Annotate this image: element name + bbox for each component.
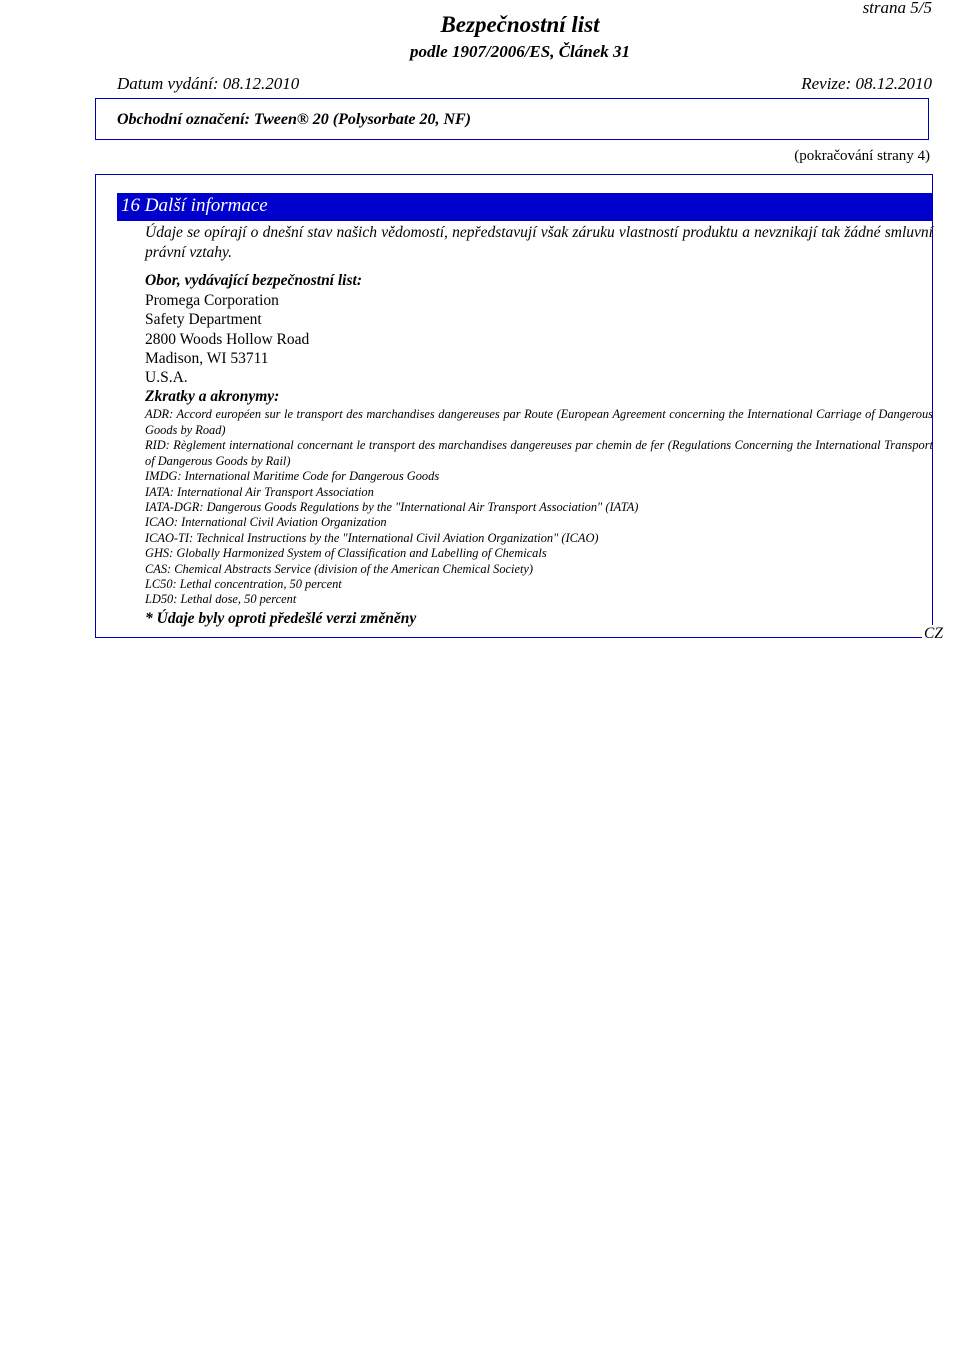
abbreviation-item: ICAO-TI: Technical Instructions by the "International Civil Aviation Organization" (ICAO)	[145, 530, 599, 545]
document-title: Bezpečnostní list	[440, 12, 600, 37]
document-subtitle: podle 1907/2006/ES, Článek 31	[409, 42, 631, 61]
abbreviation-item: IMDG: International Maritime Code for Dangerous Goods	[145, 469, 440, 484]
section-16-box	[95, 174, 933, 638]
continued-from: (pokračování strany 4)	[794, 148, 930, 164]
abbreviation-item: CAS: Chemical Abstracts Service (division of the American Chemical Society)	[145, 561, 534, 576]
issuer-line: Promega Corporation	[145, 292, 279, 309]
section-content	[145, 223, 933, 629]
section-header	[117, 193, 932, 221]
issuer-line: Madison, WI 53711	[145, 349, 269, 367]
abbreviation-item: LC50: Lethal concentration, 50 percent	[145, 576, 342, 591]
issuer-heading: Obor, vydávající bezpečnostní list:	[145, 272, 362, 289]
issuer-line: Safety Department	[145, 311, 262, 329]
trade-name: Obchodní označení: Tween® 20 (Polysorbate 20, NF)	[117, 111, 472, 128]
section-title: 16 Další informace	[121, 195, 268, 216]
issuer-line: 2800 Woods Hollow Road	[145, 330, 310, 348]
language-code: CZ	[924, 625, 943, 642]
abbreviation-item: RID: Règlement international concernant le transport des marchandises dangereuses par chemin de fer (Regulations Concerning the International Transport of Dangerous Goods by Rail)	[145, 438, 933, 468]
trade-name-box	[95, 98, 929, 140]
abbreviation-item: IATA-DGR: Dangerous Goods Regulations by the "International Air Transport Association" (IATA)	[145, 499, 639, 514]
changed-note: * Údaje byly oproti předešlé verzi změněny	[145, 609, 417, 627]
page-number: strana 5/5	[862, 0, 932, 17]
abbreviation-item: ADR: Accord européen sur le transport des marchandises dangereuses par Route (European Agreement concerning the International Carriage of Dangerous Goods by Road)	[145, 407, 933, 437]
abbreviation-item: GHS: Globally Harmonized System of Classification and Labelling of Chemicals	[145, 546, 547, 561]
disclaimer-text: Údaje se opírají o dnešní stav našich vědomostí, nepředstavují však záruku vlastností produktu a nevznikají tak žádné smluvní právní vztahy.	[145, 224, 933, 261]
abbreviation-item: ICAO: International Civil Aviation Organization	[145, 515, 387, 530]
issuer-line: U.S.A.	[145, 369, 188, 387]
abbreviation-item: IATA: International Air Transport Association	[145, 484, 374, 499]
abbreviation-item: LD50: Lethal dose, 50 percent	[145, 592, 297, 607]
revision-date: Revize: 08.12.2010	[801, 74, 932, 93]
abbreviations-heading: Zkratky a akronymy:	[145, 388, 280, 406]
issue-date: Datum vydání: 08.12.2010	[117, 74, 300, 93]
